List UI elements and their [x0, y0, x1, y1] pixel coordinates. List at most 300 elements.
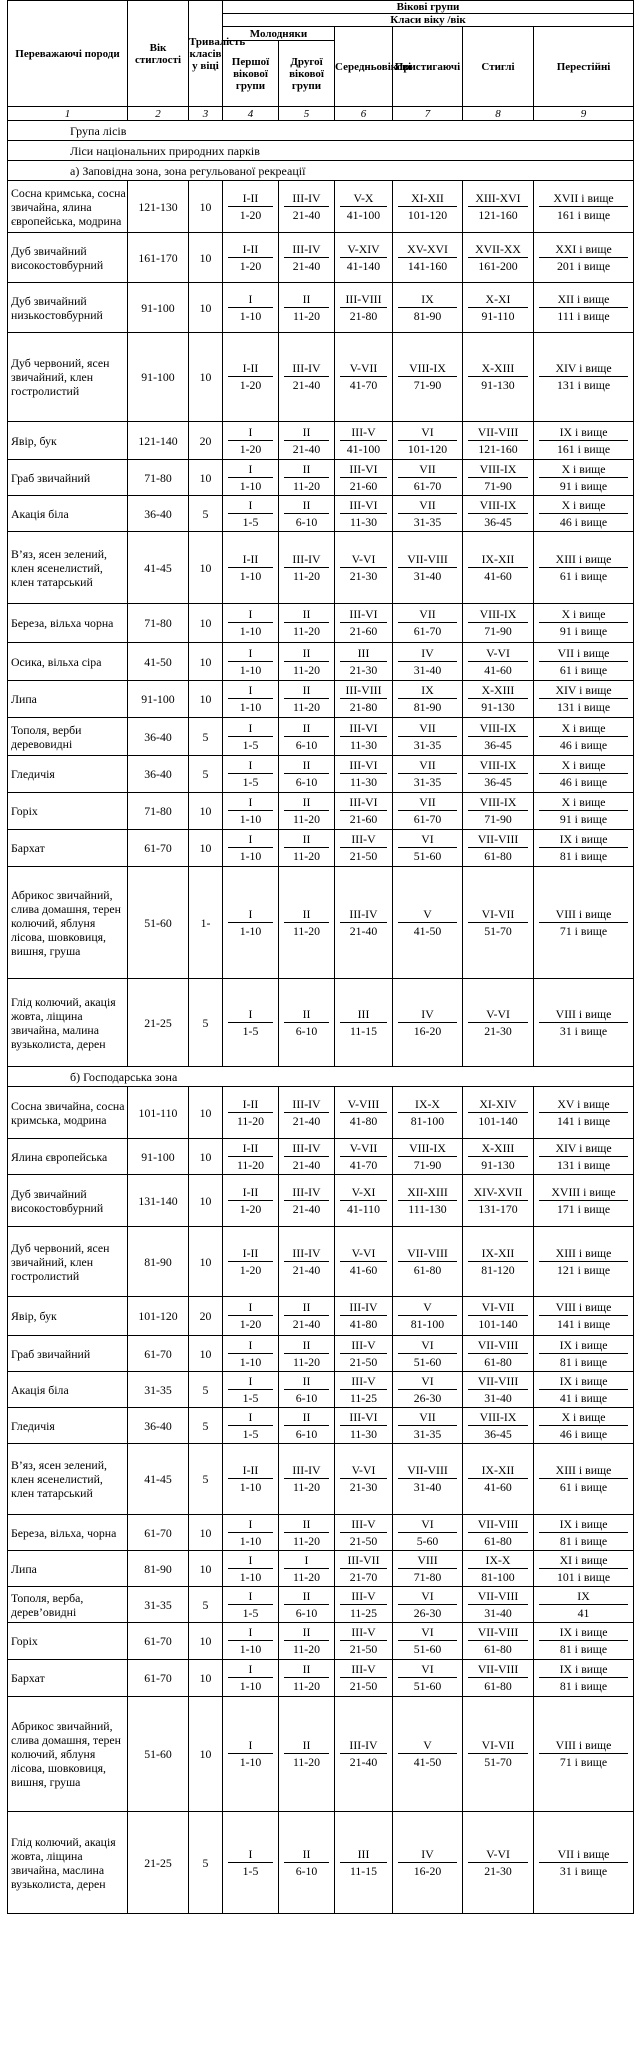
age-class-roman: IX і вище [539, 1663, 628, 1678]
age-range-years: 161 і вище [556, 441, 611, 456]
age-class-fraction [279, 1339, 334, 1369]
table-row [8, 1408, 634, 1444]
age-class-fraction [534, 1554, 633, 1584]
age-class-fraction [463, 1739, 533, 1769]
age-class-cell [393, 233, 463, 283]
table-row [8, 1175, 634, 1227]
age-class-cell [393, 756, 463, 793]
age-class-roman: V-VII [340, 1142, 387, 1157]
age-range-years: 61-70 [413, 478, 442, 493]
age-range-years: 81 і вище [559, 1642, 608, 1656]
age-range-years: 11-20 [292, 1569, 321, 1584]
age-class-cell [335, 1697, 393, 1812]
class-duration-cell: 10 [189, 681, 223, 718]
age-class-fraction [279, 553, 334, 583]
species-cell: Бархат [8, 830, 128, 867]
age-range-years: 31-40 [413, 1480, 442, 1494]
table-row [8, 1372, 634, 1408]
age-class-cell [279, 1408, 335, 1444]
age-class-cell [223, 460, 279, 496]
table-row [8, 181, 634, 233]
species-cell: Акація біла [8, 496, 128, 532]
age-class-cell [534, 181, 634, 233]
age-range-years: 6-10 [295, 1605, 318, 1620]
age-class-fraction [393, 553, 462, 583]
age-class-fraction [335, 722, 392, 752]
table-row [8, 460, 634, 496]
age-range-years: 16-20 [413, 1023, 442, 1038]
age-class-roman: IX-XII [468, 553, 528, 568]
age-class-fraction [534, 1464, 633, 1494]
table-row [8, 1812, 634, 1914]
age-range-years: 6-10 [295, 1390, 318, 1405]
age-class-cell [534, 867, 634, 979]
age-range-years: 91-130 [481, 378, 515, 392]
age-class-fraction [393, 759, 462, 789]
age-range-years: 81-100 [481, 1569, 515, 1584]
age-range-years: 21-40 [292, 1317, 321, 1331]
age-class-roman: III-IV [340, 908, 387, 923]
maturity-age-cell: 61-70 [128, 1336, 189, 1372]
age-class-roman: I [228, 1848, 273, 1863]
class-duration-cell: 10 [189, 604, 223, 643]
age-class-roman: III-IV [340, 1301, 387, 1316]
age-class-cell [463, 1175, 534, 1227]
age-range-years: 21-60 [349, 478, 378, 493]
age-class-fraction [335, 192, 392, 222]
age-range-years: 26-30 [413, 1390, 442, 1405]
age-class-cell [279, 1087, 335, 1139]
age-class-cell [223, 1372, 279, 1408]
age-class-fraction [279, 833, 334, 863]
age-class-roman: II [284, 833, 329, 848]
age-range-years: 131 і вище [556, 700, 611, 714]
age-range-years: 81-120 [481, 1262, 515, 1277]
age-class-cell [223, 233, 279, 283]
maturity-age-cell: 91-100 [128, 1139, 189, 1175]
class-duration-cell: 10 [189, 793, 223, 830]
age-class-roman: XI-XIV [468, 1098, 528, 1113]
age-class-roman: VIII-IX [398, 1142, 457, 1157]
age-class-roman: VI [398, 1375, 457, 1390]
age-class-cell [534, 1175, 634, 1227]
age-range-years: 11-20 [292, 1755, 321, 1769]
age-range-years: 71-90 [484, 812, 512, 826]
age-class-roman: VI [398, 426, 457, 441]
maturity-age-cell: 41-45 [128, 1444, 189, 1515]
age-class-fraction [463, 499, 533, 529]
age-class-cell [463, 233, 534, 283]
age-range-years: 6-10 [295, 1023, 318, 1038]
header-ripening: Пристигаючі [393, 27, 463, 107]
age-class-fraction [223, 553, 278, 583]
species-cell: Дуб червоний, ясен звичайний, клен гостролистий [8, 333, 128, 422]
age-class-cell [335, 1812, 393, 1914]
age-range-years: 6-10 [295, 1426, 318, 1441]
age-range-years: 11-30 [349, 775, 378, 789]
age-range-years: 81-90 [413, 700, 442, 714]
age-class-fraction [223, 1247, 278, 1277]
age-class-roman: XV-XVI [398, 243, 457, 258]
age-range-years: 1-10 [239, 1569, 262, 1584]
age-class-fraction [279, 1739, 334, 1769]
age-class-roman: VIII-IX [468, 463, 528, 478]
age-class-roman: V [398, 1301, 457, 1316]
age-class-roman: VIII-IX [468, 722, 528, 737]
age-class-roman: III-V [340, 1339, 387, 1354]
age-class-cell [463, 1812, 534, 1914]
age-class-cell [534, 333, 634, 422]
age-class-fraction [463, 463, 533, 493]
table-row [8, 1587, 634, 1623]
age-class-roman: V-XI [340, 1186, 387, 1201]
species-cell: Тополя, верба, дерев’овидні [8, 1587, 128, 1623]
age-class-cell [534, 1297, 634, 1336]
age-class-fraction [223, 1848, 278, 1878]
age-class-roman: II [284, 1301, 329, 1316]
age-class-fraction [534, 722, 633, 752]
age-range-years: 1-10 [239, 1480, 262, 1494]
age-class-fraction [335, 1339, 392, 1369]
age-class-roman: XI-XII [398, 192, 457, 207]
age-class-cell [463, 333, 534, 422]
age-class-cell [335, 1515, 393, 1551]
age-range-years: 11-20 [236, 1113, 265, 1128]
header-overmature: Перестійні [534, 27, 634, 107]
maturity-age-cell: 61-70 [128, 830, 189, 867]
age-class-roman: V-VI [340, 1247, 387, 1262]
species-cell: Граб звичайний [8, 1336, 128, 1372]
age-class-fraction [223, 684, 278, 714]
age-class-roman: III-IV [284, 243, 329, 258]
table-row [8, 422, 634, 460]
age-class-cell [534, 830, 634, 867]
age-class-fraction [393, 647, 462, 677]
age-range-years: 11-20 [292, 1679, 321, 1693]
age-class-fraction [279, 722, 334, 752]
age-class-fraction [223, 1186, 278, 1216]
age-range-years: 1-20 [239, 207, 262, 222]
age-range-years: 81-100 [410, 1317, 445, 1331]
age-class-fraction [279, 192, 334, 222]
age-class-fraction [393, 1339, 462, 1369]
age-class-fraction [335, 1554, 392, 1584]
age-class-fraction [335, 1411, 392, 1441]
age-class-cell [335, 1444, 393, 1515]
age-class-cell [534, 643, 634, 681]
age-range-years: 6-10 [295, 1863, 318, 1878]
age-range-years: 31-35 [413, 775, 442, 789]
age-range-years: 41-110 [347, 1201, 380, 1216]
age-class-roman: III-V [340, 1375, 387, 1390]
age-class-cell [223, 422, 279, 460]
age-class-roman: III-VI [340, 608, 387, 623]
class-duration-cell: 5 [189, 1587, 223, 1623]
age-class-cell [223, 604, 279, 643]
age-class-roman: VIII-IX [468, 608, 528, 623]
table-row [8, 1297, 634, 1336]
table-row [8, 979, 634, 1067]
species-cell: Дуб звичайний низькостовбурний [8, 283, 128, 333]
table-row [8, 604, 634, 643]
class-duration-cell: 20 [189, 1297, 223, 1336]
age-range-years: 171 і вище [556, 1201, 611, 1216]
age-class-roman: I-II [228, 243, 273, 258]
age-class-cell [223, 1087, 279, 1139]
age-class-cell [279, 756, 335, 793]
age-class-cell [393, 643, 463, 681]
age-class-roman: III-IV [284, 1186, 329, 1201]
age-class-roman: IX [398, 684, 457, 699]
age-class-cell [534, 1697, 634, 1812]
header-middle-aged: Середньовікові [335, 27, 393, 107]
age-class-fraction [223, 1411, 278, 1441]
age-range-years: 41-80 [349, 1113, 378, 1128]
table-body [8, 121, 634, 1914]
age-class-roman: XIII і вище [539, 1464, 628, 1479]
age-class-roman: III-VI [340, 796, 387, 811]
age-range-years: 91 і вище [559, 478, 608, 493]
age-class-roman: VIII-IX [468, 499, 528, 514]
age-class-roman: VI [398, 1663, 457, 1678]
age-class-fraction [534, 1142, 633, 1172]
age-range-years: 6-10 [295, 737, 318, 752]
age-class-roman: V-VI [468, 1848, 528, 1863]
species-cell: Гледичія [8, 1408, 128, 1444]
age-class-fraction [393, 1739, 462, 1769]
age-class-fraction [393, 1554, 462, 1584]
age-class-cell [393, 181, 463, 233]
column-number: 8 [463, 107, 534, 121]
age-class-cell [223, 1551, 279, 1587]
maturity-age-cell: 91-100 [128, 333, 189, 422]
age-class-fraction [335, 1626, 392, 1656]
age-class-fraction [463, 1411, 533, 1441]
age-range-years: 21-50 [349, 1354, 378, 1369]
age-class-fraction [223, 1739, 278, 1769]
age-class-fraction [393, 796, 462, 826]
age-class-roman: I-II [228, 192, 273, 207]
age-class-fraction [534, 608, 633, 638]
age-class-roman: I [284, 1554, 329, 1569]
header-age-classes: Класи віку /вік [223, 14, 634, 27]
age-class-fraction [279, 796, 334, 826]
age-range-years: 141 і вище [556, 1317, 611, 1331]
group-title-row [8, 121, 634, 141]
age-class-fraction [393, 362, 462, 392]
age-range-years: 91 і вище [559, 624, 608, 638]
table-row [8, 718, 634, 756]
age-range-years: 81 і вище [559, 849, 608, 863]
age-class-cell [463, 532, 534, 604]
age-class-cell [223, 867, 279, 979]
age-class-fraction [463, 1142, 533, 1172]
age-class-cell [335, 830, 393, 867]
age-range-years: 91-130 [481, 1157, 515, 1172]
column-number: 3 [189, 107, 223, 121]
age-class-fraction [393, 293, 462, 323]
age-class-cell [463, 793, 534, 830]
age-class-fraction [463, 722, 533, 752]
age-range-years: 6-10 [295, 775, 318, 789]
age-class-fraction [223, 463, 278, 493]
maturity-age-cell: 121-140 [128, 422, 189, 460]
age-class-fraction [463, 1590, 533, 1620]
age-class-fraction [279, 1301, 334, 1331]
age-class-cell [463, 681, 534, 718]
age-class-cell [223, 333, 279, 422]
age-class-cell [279, 233, 335, 283]
age-class-roman: IV [398, 647, 457, 662]
class-duration-cell: 10 [189, 1087, 223, 1139]
maturity-age-cell: 61-70 [128, 1660, 189, 1697]
age-range-years: 11-20 [292, 1533, 321, 1548]
age-class-cell [393, 333, 463, 422]
age-class-fraction [463, 192, 533, 222]
age-class-cell [223, 756, 279, 793]
age-range-years: 91-110 [481, 308, 515, 323]
age-range-years: 21-50 [349, 1533, 378, 1548]
age-range-years: 21-40 [349, 1755, 378, 1769]
age-class-fraction [335, 553, 392, 583]
age-class-cell [223, 793, 279, 830]
age-class-cell [393, 718, 463, 756]
age-class-cell [393, 1087, 463, 1139]
age-class-fraction [279, 293, 334, 323]
age-class-cell [223, 1660, 279, 1697]
age-class-cell [223, 1444, 279, 1515]
age-class-fraction [534, 1008, 633, 1038]
column-number: 2 [128, 107, 189, 121]
age-class-roman: II [284, 1375, 329, 1390]
age-class-roman: X-XI [468, 293, 528, 308]
age-class-fraction [335, 1142, 392, 1172]
age-class-cell [335, 1623, 393, 1660]
table-row [8, 283, 634, 333]
age-class-roman: I [228, 647, 273, 662]
age-class-cell [393, 1372, 463, 1408]
age-range-years: 11-20 [292, 923, 321, 938]
age-class-fraction [223, 499, 278, 529]
age-class-fraction [534, 426, 633, 456]
age-class-roman: I [228, 1590, 273, 1605]
age-class-cell [335, 1372, 393, 1408]
age-class-fraction [534, 1247, 633, 1277]
age-class-fraction [335, 796, 392, 826]
class-duration-cell: 10 [189, 333, 223, 422]
age-class-roman: XIII-XVI [468, 192, 528, 207]
class-duration-cell: 10 [189, 1227, 223, 1297]
age-class-fraction [463, 684, 533, 714]
class-duration-cell: 5 [189, 1372, 223, 1408]
maturity-age-cell: 91-100 [128, 283, 189, 333]
age-range-years: 31-40 [484, 1605, 512, 1620]
age-range-years: 21-40 [292, 1262, 321, 1277]
age-class-cell [335, 681, 393, 718]
maturity-age-cell: 61-70 [128, 1623, 189, 1660]
age-class-cell [534, 1336, 634, 1372]
age-class-fraction [279, 243, 334, 273]
age-class-cell [393, 1551, 463, 1587]
age-class-roman: IX і вище [539, 1339, 628, 1354]
age-class-roman: VIII і вище [539, 1008, 628, 1023]
age-class-roman: X і вище [539, 722, 628, 737]
age-class-roman: VII-VIII [398, 1464, 457, 1479]
age-range-years: 101 і вище [556, 1569, 611, 1584]
age-class-cell [279, 979, 335, 1067]
age-range-years: 11-20 [292, 849, 321, 863]
age-class-cell [279, 181, 335, 233]
age-class-roman: II [284, 463, 329, 478]
age-class-cell [335, 1227, 393, 1297]
age-range-years: 1-5 [242, 514, 259, 529]
table-row [8, 1697, 634, 1812]
class-duration-cell: 10 [189, 181, 223, 233]
maturity-age-cell: 91-100 [128, 681, 189, 718]
age-class-roman: II [284, 722, 329, 737]
age-class-roman: IX [539, 1590, 628, 1605]
table-row [8, 1336, 634, 1372]
age-class-fraction [279, 1663, 334, 1693]
species-cell: Дуб червоний, ясен звичайний, клен гостролистий [8, 1227, 128, 1297]
age-class-roman: I-II [228, 1247, 273, 1262]
age-class-fraction [463, 759, 533, 789]
class-duration-cell: 5 [189, 1444, 223, 1515]
age-class-cell [534, 1812, 634, 1914]
age-class-fraction [279, 1247, 334, 1277]
age-class-roman: IX і вище [539, 1518, 628, 1533]
age-class-cell [393, 1408, 463, 1444]
age-class-fraction [223, 908, 278, 938]
age-class-cell [279, 1587, 335, 1623]
age-range-years: 161 і вище [556, 207, 611, 222]
age-class-fraction [279, 1590, 334, 1620]
age-class-cell [534, 604, 634, 643]
header-first-age-group: Першої вікової групи [223, 41, 279, 107]
age-range-years: 1-10 [239, 478, 262, 493]
age-range-years: 21-40 [292, 1201, 321, 1216]
age-class-cell [463, 718, 534, 756]
header-species: Переважаючі породи [8, 1, 128, 107]
age-class-fraction [335, 362, 392, 392]
table-row [8, 643, 634, 681]
age-class-roman: X-XIII [468, 362, 528, 377]
age-class-cell [279, 1336, 335, 1372]
header-mature: Стиглі [463, 27, 534, 107]
age-class-fraction [335, 463, 392, 493]
age-class-cell [279, 1660, 335, 1697]
age-range-years: 1-10 [239, 1354, 262, 1369]
age-class-roman: III-VI [340, 499, 387, 514]
age-class-fraction [534, 1301, 633, 1331]
age-range-years: 31-40 [413, 662, 442, 677]
age-range-years: 21-70 [349, 1569, 378, 1584]
age-class-roman: X-XIII [468, 684, 528, 699]
age-class-fraction [335, 759, 392, 789]
maturity-age-cell: 36-40 [128, 1408, 189, 1444]
class-duration-cell: 10 [189, 1660, 223, 1697]
age-class-cell [463, 460, 534, 496]
age-range-years: 1-10 [239, 923, 262, 938]
age-class-roman: III-VI [340, 1411, 387, 1426]
age-range-years: 121-160 [478, 207, 518, 222]
maturity-age-cell: 36-40 [128, 756, 189, 793]
age-class-fraction [335, 243, 392, 273]
age-range-years: 81 і вище [559, 1533, 608, 1548]
age-class-roman: III-V [340, 426, 387, 441]
age-class-roman: VII і вище [539, 647, 628, 662]
maturity-age-cell: 71-80 [128, 460, 189, 496]
